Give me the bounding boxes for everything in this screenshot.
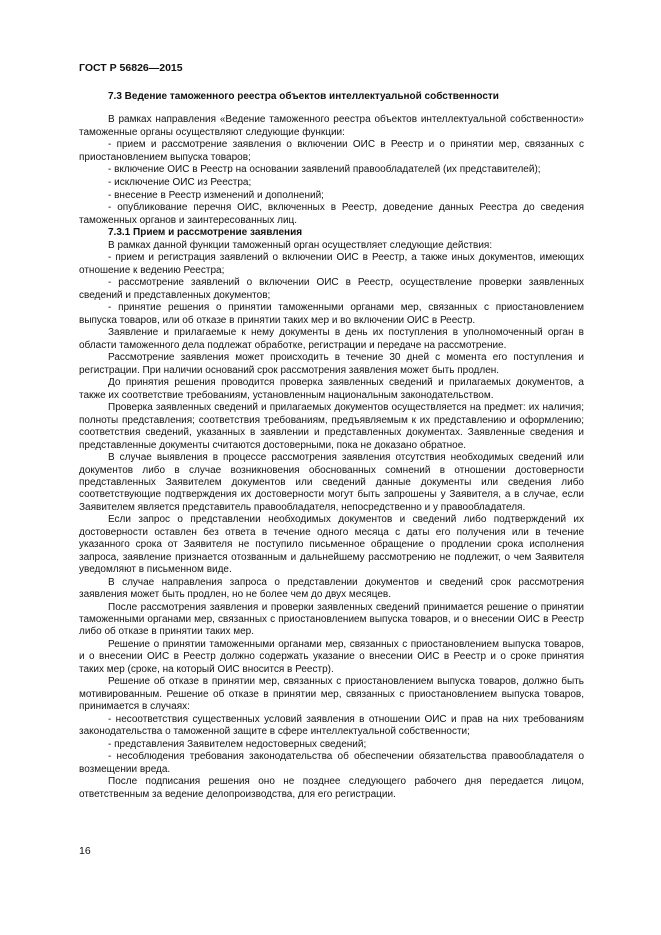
paragraph: Решение о принятии таможенными органами мер, связанных с приостановлением выпуска товаров, и о внесении ОИС в Реестр должно содержать указание о внесении ОИС в Реестр и о сроке принятия таких мер (сроке, на который ОИС вносится в Реестр). — [79, 639, 584, 675]
standard-header: ГОСТ Р 56826—2015 — [79, 62, 183, 74]
subsection-title: 7.3.1 Прием и рассмотрение заявления — [108, 227, 303, 239]
paragraph: Если запрос о представлении необходимых документов и сведений либо подтверждений их достоверности оставлен без ответа в течение одного месяца с даты его получения или в течение указанного срока от Заявителя не поступило письменное обращение о продлении срока исполнения запроса, заявление признается отозванным и дальнейшему рассмотрению не подлежит, о чем Заявителя уведомляют в письменном виде. — [79, 514, 584, 576]
list-item: - представления Заявителем недостоверных сведений; — [108, 738, 367, 750]
paragraph: После подписания решения оно не позднее следующего рабочего дня передается лицом, ответственным за ведение делопроизводства, для его регистрации. — [79, 776, 584, 800]
document-body — [79, 91, 584, 801]
paragraph: Проверка заявленных сведений и прилагаемых документов осуществляется на предмет: их наличия; полноты представления; соответствия требованиям, предъявляемым к их представлению и оформлению; соответствия сведений, указанных в заявлении и представленных документах. Заявленные сведения и представленные документы считаются достоверными, пока не доказано обратное. — [79, 402, 584, 451]
list-item: - прием и регистрация заявлений о включении ОИС в Реестр, а также иных документов, имеющих отношение к ведению Реестра; — [79, 252, 584, 276]
paragraph: Рассмотрение заявления может происходить в течение 30 дней с момента его поступления и регистрации. При наличии оснований срок рассмотрения заявления может быть продлен. — [79, 352, 584, 376]
list-item: - несоответствия существенных условий заявления в отношении ОИС и прав на них требованиям законодательства о таможенной защите в сфере интеллектуальной собственности; — [79, 713, 584, 738]
list-item: - прием и рассмотрение заявления о включении ОИС в Реестр и о принятии мер, связанных с приостановлением выпуска товаров; — [79, 139, 584, 163]
section-title: 7.3 Ведение таможенного реестра объектов интеллектуальной собственности — [108, 91, 499, 102]
paragraph: В рамках данной функции таможенный орган осуществляет следующие действия: — [108, 239, 493, 251]
paragraph: Решение об отказе в принятии мер, связанных с приостановлением выпуска товаров, должно быть мотивированным. Решение об отказе в принятии мер, связанных с приостановлением выпуска товаров, принимается в случаях: — [79, 676, 584, 713]
list-item: - исключение ОИС из Реестра; — [108, 177, 252, 188]
list-item: - внесение в Реестр изменений и дополнений; — [108, 189, 324, 201]
paragraph: Заявление и прилагаемые к нему документы в день их поступления в уполномоченный орган в области таможенного дела подлежат обработке, регистрации и передаче на рассмотрение. — [79, 327, 584, 351]
paragraph: В случае направления запроса о представлении документов и сведений срок рассмотрения заявления может быть продлен, но не более чем до двух месяцев. — [79, 576, 584, 601]
list-item: - опубликование перечня ОИС, включенных в Реестр, доведение данных Реестра до сведения таможенных органов и заинтересованных лиц. — [79, 202, 584, 226]
list-item: - принятие решения о принятии таможенными органами мер, связанных с приостановлением выпуска товаров, или об отказе в принятии таких мер и во включении ОИС в Реестр. — [79, 302, 584, 326]
page-number: 16 — [79, 845, 91, 857]
paragraph: В рамках направления «Ведение таможенного реестра объектов интеллектуальной собственности» таможенные органы осуществляют следующие функции: — [79, 114, 584, 138]
paragraph: До принятия решения проводится проверка заявленных сведений и прилагаемых документов, а также их соответствие требованиям, установленным национальным законодательством. — [79, 377, 584, 401]
paragraph: После рассмотрения заявления и проверки заявленных сведений принимается решение о принятии таможенными органами мер, связанных с приостановлением выпуска товаров, и о внесении ОИС в Реестр либо об отказе в принятии таких мер. — [79, 601, 584, 638]
paragraph: В случае выявления в процессе рассмотрения заявления отсутствия необходимых сведений или документов либо в случае возникновения обоснованных сомнений в отношении достоверности представленных Заявителем документов или сведений данные документы или сведения либо соответствующие подтверждения их достоверности могут быть запрошены у Заявителя, а в случае, если Заявителем является представитель правообладателя, непосредственно и у правообладателя. — [79, 452, 584, 513]
list-item: - несоблюдения требования законодательства об обеспечении обязательства правообладателя о возмещении вреда. — [79, 751, 584, 775]
list-item: - включение ОИС в Реестр на основании заявлений правообладателей (их представителей); — [108, 164, 541, 176]
list-item: - рассмотрение заявлений о включении ОИС в Реестр, осуществление проверки заявленных сведений и представленных документов; — [79, 277, 584, 301]
